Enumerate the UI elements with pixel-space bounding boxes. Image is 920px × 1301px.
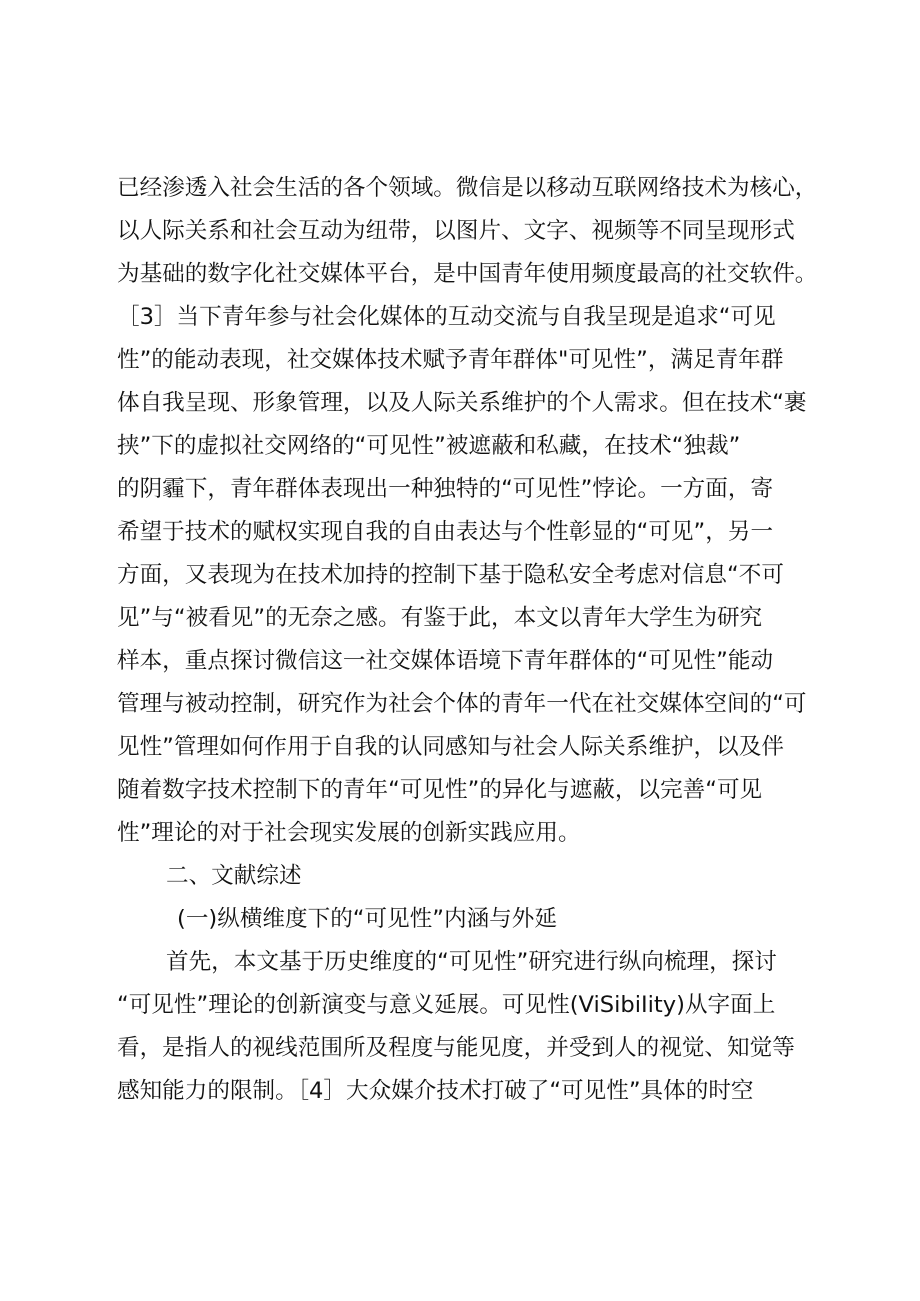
text-line: 希望于技术的赋权实现自我的自由表达与个性彰显的“可见”，另一 [117,519,774,545]
text-line: 以人际关系和社会互动为纽带，以图片、文字、视频等不同呈现形式 [117,218,795,244]
text-line: “可见性”理论的创新演变与意义延展。可见性(ViSibiIity)从字面上 [117,992,776,1018]
text-line: 挟”下的虚拟社交网络的“可见性”被遮蔽和私藏，在技术“独裁” [117,433,741,459]
body-text [117,167,827,1113]
subsection-heading: (一)纵横维度下的“可见性”内涵与外延 [177,906,557,932]
text-line: 样本，重点探讨微信这一社交媒体语境下青年群体的“可见性”能动 [117,648,774,674]
text-line: 性”理论的对于社会现实发展的创新实践应用。 [117,820,581,846]
text-line: 见”与“被看见”的无奈之感。有鉴于此，本文以青年大学生为研究 [117,605,763,631]
text-line: 首先，本文基于历史维度的“可见性”研究进行纵向梳理，探讨 [166,949,777,975]
section-heading: 二、文献综述 [166,863,302,889]
text-line: 感知能力的限制。［4］大众媒介技术打破了“可见性”具体的时空 [117,1078,754,1104]
text-line: 方面，又表现为在技术加持的控制下基于隐私安全考虑对信息“不可 [117,562,784,588]
text-line: 已经渗透入社会生活的各个领域。微信是以移动互联网络技术为核心， [117,175,818,201]
text-line: 管理与被动控制，研究作为社会个体的青年一代在社交媒体空间的“可 [117,691,807,717]
text-line: 体自我呈现、形象管理，以及人际关系维护的个人需求。但在技术“裹 [117,390,807,416]
text-line: 性”的能动表现，社交媒体技术赋予青年群体"可见性”，满足青年群 [117,347,784,373]
text-line: 为基础的数字化社交媒体平台，是中国青年使用频度最高的社交软件。 [117,261,818,287]
text-line: 看，是指人的视线范围所及程度与能见度，并受到人的视觉、知觉等 [117,1035,795,1061]
text-line: 见性”管理如何作用于自我的认同感知与社会人际关系维护，以及伴 [117,734,784,760]
text-line: 的阴霾下，青年群体表现出一种独特的“可见性”悖论。一方面，寄 [117,476,774,502]
text-line: 随着数字技术控制下的青年“可见性”的异化与遮蔽，以完善“可见 [117,777,763,803]
text-line: ［3］当下青年参与社会化媒体的互动交流与自我呈现是追求“可见 [117,304,776,330]
